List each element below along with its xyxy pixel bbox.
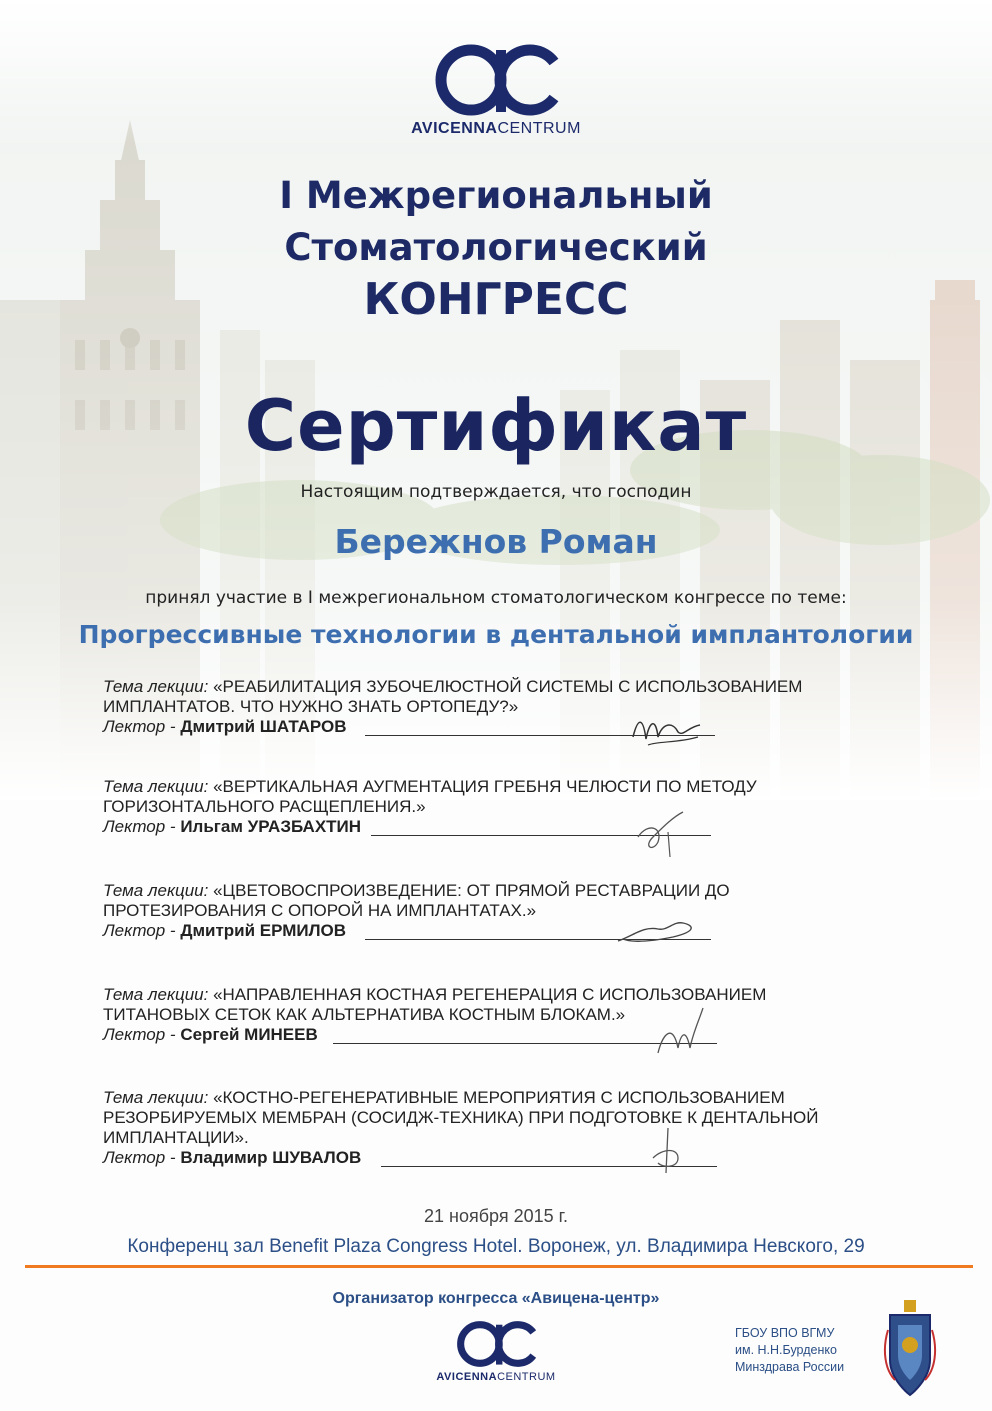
university-crest-icon — [880, 1300, 940, 1400]
ac-monogram-icon — [451, 1318, 541, 1370]
certificate-title: Сертификат — [244, 385, 748, 467]
lecturer-name: Владимир ШУВАЛОВ — [180, 1148, 362, 1167]
event-title-line3: КОНГРЕСС — [363, 274, 629, 325]
avicenna-logo-bottom — [426, 1318, 566, 1383]
ac-monogram-icon — [426, 40, 566, 120]
lecturer-name: Сергей МИНЕЕВ — [180, 1025, 318, 1044]
event-title-line1: I Межрегиональный — [279, 174, 713, 217]
recipient-name: Бережнов Роман — [334, 522, 658, 561]
organizer-text: Организатор конгресса «Авицена-центр» — [332, 1290, 660, 1307]
event-title-line2: Стоматологический — [284, 226, 708, 269]
university-block: ГБОУ ВПО ВГМУ им. Н.Н.Бурденко Минздрава России — [735, 1326, 845, 1374]
lecturer-name: Дмитрий ШАТАРОВ — [180, 717, 347, 736]
lecturer-name: Ильгам УРАЗБАХТИН — [180, 817, 362, 836]
lecture-item: Тема лекции: «КОСТНО-РЕГЕНЕРАТИВНЫЕ МЕРОПРИЯТИЯ С ИСПОЛЬЗОВАНИЕМ РЕЗОРБИРУЕМЫХ МЕМБРАН (СОСИДЖ-ТЕХНИКА) ПРИ ПОДГОТОВКЕ К ДЕНТАЛЬНОЙ ИМПЛАНТАЦИИ». Лектор - Владимир ШУВАЛОВ — [103, 1088, 863, 1170]
lecture-item: Тема лекции: «НАПРАВЛЕННАЯ КОСТНАЯ РЕГЕНЕРАЦИЯ С ИСПОЛЬЗОВАНИЕМ ТИТАНОВЫХ СЕТОК КАК АЛЬТЕРНАТИВА КОСТНЫМ БЛОКАМ.» Лектор - Сергей МИНЕЕВ — [103, 985, 863, 1047]
confirmation-text: Настоящим подтверждается, что господин — [300, 482, 692, 502]
lecture-item: Тема лекции: «ВЕРТИКАЛЬНАЯ АУГМЕНТАЦИЯ ГРЕБНЯ ЧЕЛЮСТИ ПО МЕТОДУ ГОРИЗОНТАЛЬНОГО РАСЩЕПЛЕНИЯ.» Лектор - Ильгам УРАЗБАХТИН — [103, 777, 863, 839]
divider — [25, 1265, 973, 1268]
lecturer-signature-icon — [638, 1123, 698, 1178]
participation-text: принял участие в I межрегиональном стоматологическом конгрессе по теме: — [145, 588, 847, 608]
logo-wordmark: AVICENNACENTRUM — [436, 1371, 556, 1383]
lecture-item: Тема лекции: «РЕАБИЛИТАЦИЯ ЗУБОЧЕЛЮСТНОЙ СИСТЕМЫ С ИСПОЛЬЗОВАНИЕМ ИМПЛАНТАТОВ. ЧТО НУЖНО ЗНАТЬ ОРТОПЕДУ?» Лектор - Дмитрий ШАТАРОВ — [103, 677, 863, 739]
lecture-item: Тема лекции: «ЦВЕТОВОСПРОИЗВЕДЕНИЕ: ОТ ПРЯМОЙ РЕСТАВРАЦИИ ДО ПРОТЕЗИРОВАНИЯ С ОПОРОЙ НА ИМПЛАНТАТАХ.» Лектор - Дмитрий ЕРМИЛОВ — [103, 881, 863, 943]
lecturer-name: Дмитрий ЕРМИЛОВ — [180, 921, 347, 940]
logo-wordmark: AVICENNACENTRUM — [411, 120, 581, 137]
event-title — [0, 170, 992, 326]
lecturer-signature-icon — [613, 911, 703, 951]
event-venue: Конференц зал Benefit Plaza Congress Hotel. Воронеж, ул. Владимира Невского, 29 — [127, 1236, 865, 1257]
lecturer-signature-icon — [628, 802, 698, 862]
lecturer-signature-icon — [648, 1003, 708, 1063]
event-date: 21 ноября 2015 г. — [424, 1206, 568, 1226]
lecturer-signature-icon — [628, 707, 708, 752]
congress-theme: Прогрессивные технологии в дентальной имплантологии — [78, 620, 914, 649]
avicenna-logo-top — [396, 40, 596, 138]
